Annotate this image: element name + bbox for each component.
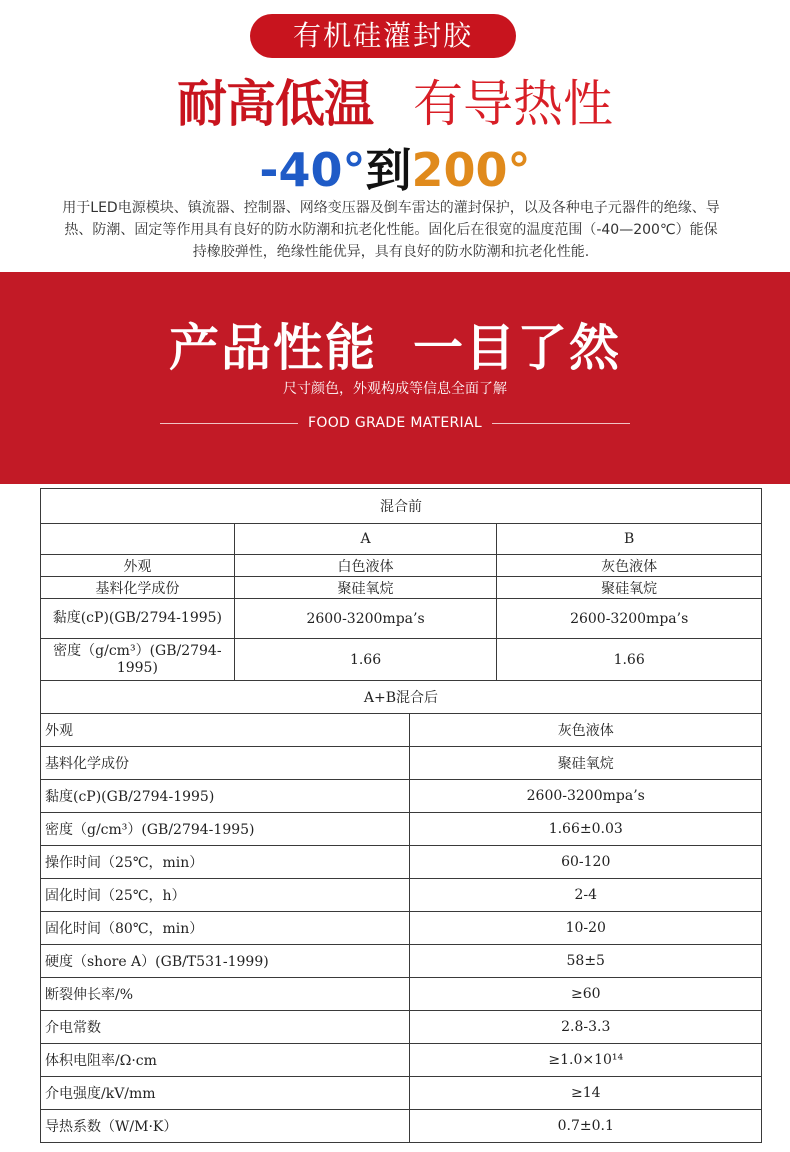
- row-value: ≥14: [410, 1077, 762, 1110]
- row-value: 1.66±0.03: [410, 813, 762, 846]
- product-description: [6, 197, 776, 263]
- before-mixing-title: 混合前: [41, 489, 762, 524]
- column-a-header: A: [234, 524, 497, 555]
- banner-title: [0, 308, 790, 380]
- row-label: 介电常数: [41, 1011, 410, 1044]
- value-a: 1.66: [234, 639, 497, 681]
- performance-banner: [0, 272, 790, 484]
- after-mixing-title: A+B混合后: [41, 681, 762, 714]
- row-value: 0.7±0.1: [410, 1110, 762, 1143]
- table-row: [41, 879, 762, 912]
- headline-thermal-conductivity: 有导热性: [413, 75, 613, 133]
- description-line: 用于LED电源模块、镇流器、控制器、网络变压器及倒车雷达的灌封保护，以及各种电子元器件的绝缘、导: [62, 200, 720, 216]
- row-value: 2.8-3.3: [410, 1011, 762, 1044]
- spec-table-container: [40, 488, 762, 1148]
- table-row: [41, 555, 762, 577]
- table-row: [41, 912, 762, 945]
- table-row: [41, 1011, 762, 1044]
- banner-title-part-2: 一目了然: [413, 319, 621, 377]
- row-label: 导热系数（W/M·K）: [41, 1110, 410, 1143]
- row-label: 黏度(cP)(GB/2794-1995): [41, 780, 410, 813]
- row-value: 60-120: [410, 846, 762, 879]
- row-label: 基料化学成份: [41, 577, 235, 599]
- column-header-row: [41, 524, 762, 555]
- row-value: 58±5: [410, 945, 762, 978]
- value-b: 灰色液体: [497, 555, 762, 577]
- feature-headline: [0, 72, 790, 136]
- row-value: 10-20: [410, 912, 762, 945]
- section-header-row: [41, 681, 762, 714]
- row-label: 操作时间（25℃，min）: [41, 846, 410, 879]
- temp-high: 200°: [411, 143, 531, 197]
- value-b: 1.66: [497, 639, 762, 681]
- row-value: ≥1.0×10¹⁴: [410, 1044, 762, 1077]
- description-line: 持橡胶弹性，绝缘性能优异，具有良好的防水防潮和抗老化性能.: [192, 244, 590, 260]
- row-label: 体积电阻率/Ω·cm: [41, 1044, 410, 1077]
- value-b: 2600-3200mpa’s: [497, 599, 762, 639]
- spec-table: [40, 488, 762, 1143]
- description-line: 热、防潮、固定等作用具有良好的防水防潮和抗老化性能。固化后在很宽的温度范围（-40—200℃）能保: [64, 222, 718, 238]
- temp-low: -40°: [259, 143, 366, 197]
- table-row: [41, 1110, 762, 1143]
- table-row: [41, 813, 762, 846]
- table-row: [41, 978, 762, 1011]
- banner-subtitle: 尺寸颜色，外观构成等信息全面了解: [283, 381, 507, 397]
- column-b-header: B: [497, 524, 762, 555]
- header-empty-cell: [41, 524, 235, 555]
- divider-left: [160, 423, 298, 424]
- banner-english-text: FOOD GRADE MATERIAL: [308, 415, 482, 431]
- row-label: 外观: [41, 714, 410, 747]
- headline-temperature-resistance: 耐高低温: [177, 75, 373, 133]
- product-name-pill: 有机硅灌封胶: [250, 14, 516, 58]
- table-row: [41, 714, 762, 747]
- banner-title-part-1: 产品性能: [169, 319, 377, 377]
- table-row: [41, 846, 762, 879]
- row-label: 外观: [41, 555, 235, 577]
- table-row: [41, 945, 762, 978]
- table-row: [41, 599, 762, 639]
- table-row: [41, 577, 762, 599]
- row-label: 固化时间（25℃，h）: [41, 879, 410, 912]
- row-label: 硬度（shore A）(GB/T531-1999): [41, 945, 410, 978]
- divider-right: [492, 423, 630, 424]
- value-b: 聚硅氧烷: [497, 577, 762, 599]
- row-value: ≥60: [410, 978, 762, 1011]
- product-intro: [0, 0, 790, 272]
- temperature-range: [0, 142, 790, 198]
- row-label: 黏度(cP)(GB/2794-1995): [41, 599, 235, 639]
- value-a: 2600-3200mpa’s: [234, 599, 497, 639]
- row-value: 灰色液体: [410, 714, 762, 747]
- value-a: 白色液体: [234, 555, 497, 577]
- row-label: 断裂伸长率/%: [41, 978, 410, 1011]
- banner-english-caption: [0, 415, 790, 431]
- row-label: 密度（g/cm³）(GB/2794-1995): [41, 639, 235, 681]
- table-row: [41, 639, 762, 681]
- value-a: 聚硅氧烷: [234, 577, 497, 599]
- table-row: [41, 1044, 762, 1077]
- table-row: [41, 780, 762, 813]
- row-label: 介电强度/kV/mm: [41, 1077, 410, 1110]
- table-row: [41, 1077, 762, 1110]
- row-value: 2-4: [410, 879, 762, 912]
- row-value: 聚硅氧烷: [410, 747, 762, 780]
- temp-to: 到: [365, 143, 412, 197]
- row-label: 密度（g/cm³）(GB/2794-1995): [41, 813, 410, 846]
- section-header-row: [41, 489, 762, 524]
- row-label: 固化时间（80℃，min）: [41, 912, 410, 945]
- table-row: [41, 747, 762, 780]
- row-label: 基料化学成份: [41, 747, 410, 780]
- row-value: 2600-3200mpa’s: [410, 780, 762, 813]
